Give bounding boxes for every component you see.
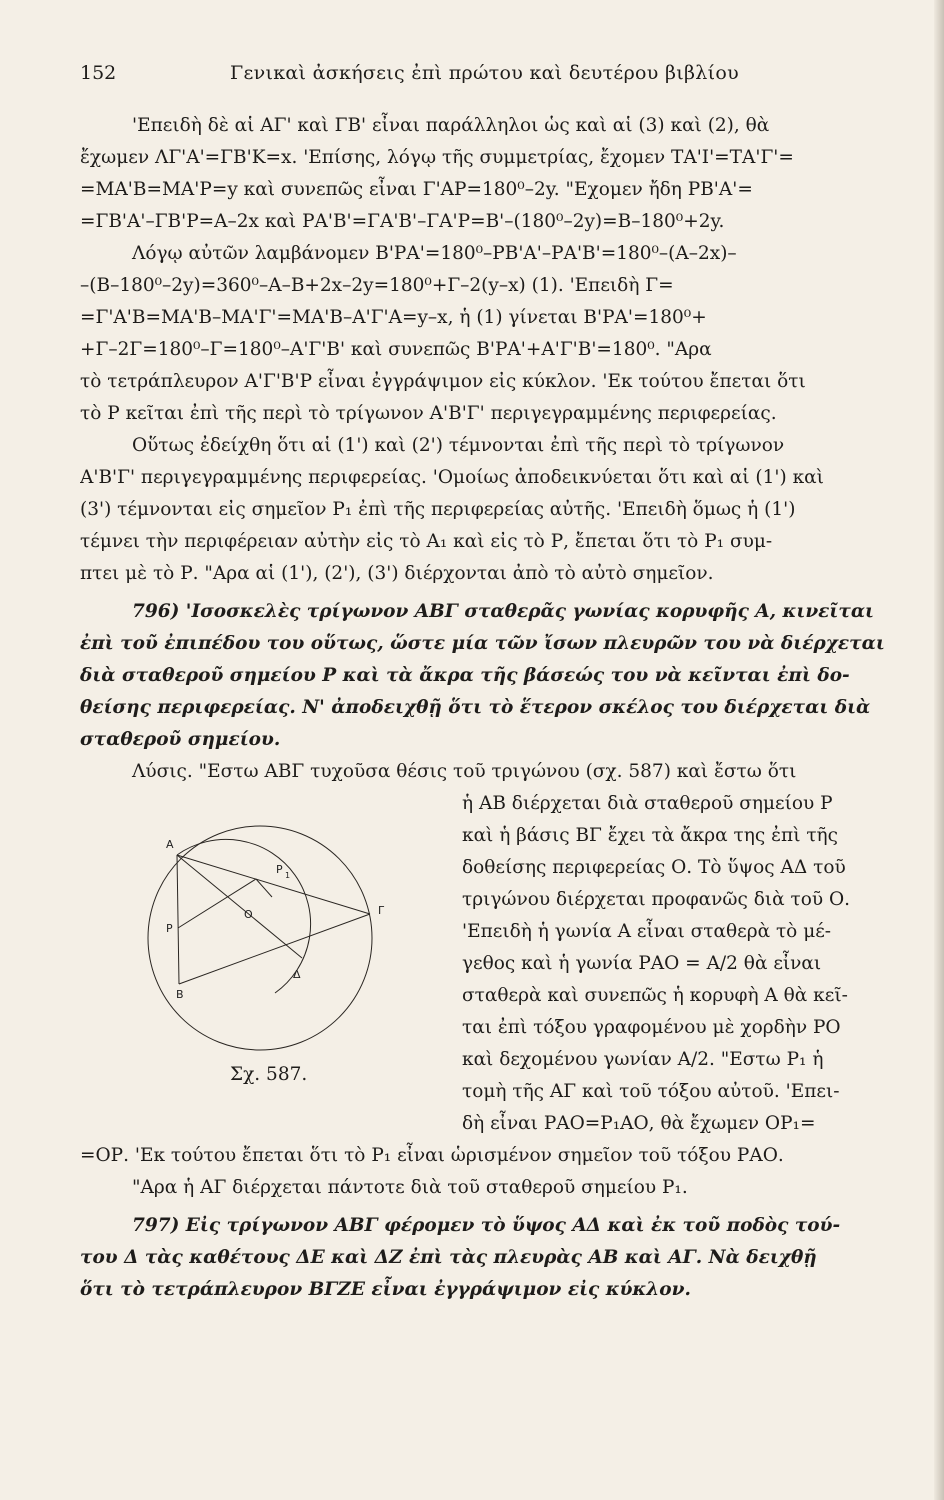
text-line: τέμνει τὴν περιφέρειαν αὐτὴν εἰς τὸ Α₁ καὶ εἰς τὸ Ρ, ἔπεται ὅτι τὸ Ρ₁ συμ- (80, 531, 773, 552)
figure-caption: Σχ. 587. (230, 1064, 308, 1085)
problem-line: θείσης περιφερείας. Ν' ἀποδειχθῇ ὅτι τὸ ἕτερον σκέλος του διέρχεται διὰ (80, 697, 871, 718)
given-circle (148, 826, 372, 1050)
problem-line: ἐπὶ τοῦ ἐπιπέδου του οὕτως, ὥστε μία τῶν ἴσων πλευρῶν του νὰ διέρχεται (80, 633, 885, 654)
running-title: Γενικαὶ ἀσκήσεις ἐπὶ πρώτου καὶ δευτέρου βιβλίου (230, 62, 739, 84)
solution-first-line: Λύσις. "Εστω ΑΒΓ τυχοῦσα θέσις τοῦ τριγώνου (σχ. 587) καὶ ἔστω ὅτι (132, 761, 797, 782)
text-line: =ΟΡ. 'Εκ τούτου ἔπεται ὅτι τὸ Ρ₁ εἶναι ὡρισμένον σημεῖον τοῦ τόξου ΡΑΟ. (80, 1145, 784, 1166)
geometry-figure (80, 788, 460, 1058)
text-line: τριγώνου διέρχεται προφανῶς διὰ τοῦ Ο. (462, 889, 851, 910)
label-A: Α (166, 838, 174, 851)
text-line: γεθος καὶ ἡ γωνία ΡΑΟ = Α/2 θὰ εἶναι (462, 953, 822, 974)
text-line: =ΓΒ'Α'–ΓΒ'Ρ=Α–2x καὶ ΡΑ'Β'=ΓΑ'Β'–ΓΑ'Ρ=Β'–(180⁰–2y)=Β–180⁰+2y. (80, 211, 725, 232)
text-line: σταθερὰ καὶ συνεπῶς ἡ κορυφὴ Α θὰ κεῖ- (462, 985, 848, 1006)
paragraph-3 (80, 430, 900, 590)
text-line: 'Επειδὴ δὲ αἱ ΑΓ' καὶ ΓΒ' εἶναι παράλληλοι ὡς καὶ αἱ (3) καὶ (2), θὰ (132, 115, 770, 136)
label-D: Δ (293, 968, 301, 981)
problem-line: σταθεροῦ σημείου. (80, 729, 281, 750)
text-line: τὸ Ρ κεῖται ἐπὶ τῆς περὶ τὸ τρίγωνον Α'Β'Γ' περιγεγραμμένης περιφερείας. (80, 403, 777, 424)
label-O: Ο (244, 908, 253, 921)
label-P: Ρ (166, 922, 173, 935)
solution-side-text (462, 788, 902, 1108)
page-header (80, 62, 900, 92)
base-BG (179, 914, 370, 984)
problem-line: διὰ σταθεροῦ σημείου Ρ καὶ τὰ ἄκρα τῆς βάσεώς του νὰ κεῖνται ἐπὶ δο- (80, 665, 850, 686)
text-line: (3') τέμνονται εἰς σημεῖον Ρ₁ ἐπὶ τῆς περιφερείας αὐτῆς. 'Επειδὴ ὅμως ἡ (1') (80, 499, 796, 520)
paragraph-2 (80, 238, 900, 430)
text-line: Α'Β'Γ' περιγεγραμμένης περιφερείας. 'Ομοίως ἀποδεικνύεται ὅτι καὶ αἱ (1') καὶ (80, 467, 824, 488)
text-line: δὴ εἶναι ΡΑΟ=Ρ₁ΑΟ, θὰ ἔχωμεν ΟΡ₁= (462, 1113, 816, 1134)
text-line: =ΜΑ'Β=ΜΑ'Ρ=y καὶ συνεπῶς εἶναι Γ'ΑΡ=180⁰–2y. "Εχομεν ἤδη ΡΒ'Α'= (80, 179, 753, 200)
label-B: Β (176, 988, 184, 1001)
text-line: ται ἐπὶ τόξου γραφομένου μὲ χορδὴν ΡΟ (462, 1017, 841, 1038)
text-line: τομὴ τῆς ΑΓ καὶ τοῦ τόξου αὐτοῦ. 'Επει- (462, 1081, 840, 1102)
text-line: δοθείσης περιφερείας Ο. Τὸ ὕψος ΑΔ τοῦ (462, 857, 846, 878)
label-P1-subscript: 1 (285, 871, 291, 880)
side-AB (177, 855, 179, 984)
page-edge-shadow (934, 0, 944, 1500)
text-line: –(Β–180⁰–2y)=360⁰–Α–Β+2x–2y=180⁰+Γ–2(y–x) (1). 'Επειδὴ Γ= (80, 275, 674, 296)
problem-line: του Δ τὰς καθέτους ΔΕ καὶ ΔΖ ἐπὶ τὰς πλευρὰς ΑΒ καὶ ΑΓ. Νὰ δειχθῇ (80, 1247, 817, 1268)
figure-587 (80, 788, 460, 1108)
page-body (80, 110, 900, 1306)
text-line: καὶ δεχομένου γωνίαν Α/2. "Εστω Ρ₁ ἡ (462, 1049, 824, 1070)
problem-line: 796) 'Ισοσκελὲς τρίγωνον ΑΒΓ σταθερᾶς γωνίας κορυφῆς Α, κινεῖται (132, 601, 875, 622)
text-line: καὶ ἡ βάσις ΒΓ ἔχει τὰ ἄκρα της ἐπὶ τῆς (462, 825, 839, 846)
label-G: Γ (378, 904, 385, 917)
problem-797 (80, 1210, 900, 1306)
text-line: =Γ'Α'Β=ΜΑ'Β–ΜΑ'Γ'=ΜΑ'Β–Α'Γ'Α=y–x, ἡ (1) γίνεται Β'ΡΑ'=180⁰+ (80, 307, 707, 328)
text-line: Οὕτως ἐδείχθη ὅτι αἱ (1') καὶ (2') τέμνονται ἐπὶ τῆς περὶ τὸ τρίγωνον (132, 435, 785, 456)
text-line: "Αρα ἡ ΑΓ διέρχεται πάντοτε διὰ τοῦ σταθεροῦ σημείου Ρ₁. (132, 1177, 688, 1198)
text-line: τὸ τετράπλευρον Α'Γ'Β'Ρ εἶναι ἐγγράψιμον εἰς κύκλον. 'Εκ τούτου ἔπεται ὅτι (80, 371, 806, 392)
problem-line: ὅτι τὸ τετράπλευρον ΒΓΖΕ εἶναι ἐγγράψιμον εἰς κύκλον. (80, 1279, 691, 1300)
text-line: ἡ ΑΒ διέρχεται διὰ σταθεροῦ σημείου Ρ (462, 793, 833, 814)
paragraph-1 (80, 110, 900, 238)
label-P1: Ρ (276, 863, 283, 876)
text-line: +Γ–2Γ=180⁰–Γ=180⁰–Α'Γ'Β' καὶ συνεπῶς Β'ΡΑ'+Α'Γ'Β'=180⁰. "Αρα (80, 339, 712, 360)
text-line: 'Επειδὴ ἡ γωνία Α εἶναι σταθερὰ τὸ μέ- (462, 921, 832, 942)
solution-with-figure (80, 788, 900, 1108)
text-line: Λόγῳ αὐτῶν λαμβάνομεν Β'ΡΑ'=180⁰–ΡΒ'Α'–ΡΑ'Β'=180⁰–(Α–2x)– (132, 243, 737, 264)
text-line: πτει μὲ τὸ Ρ. "Αρα αἱ (1'), (2'), (3') διέρχονται ἀπὸ τὸ αὐτὸ σημεῖον. (80, 563, 714, 584)
side-AG (177, 855, 370, 914)
text-line: ἔχωμεν ΛΓ'Α'=ΓΒ'Κ=x. 'Επίσης, λόγῳ τῆς συμμετρίας, ἔχομεν ΤΑ'Ι'=ΤΑ'Γ'= (80, 147, 794, 168)
problem-796 (80, 596, 900, 756)
page-number: 152 (80, 62, 117, 84)
altitude-AD (177, 855, 302, 958)
problem-line: 797) Εἰς τρίγωνον ΑΒΓ φέρομεν τὸ ὕψος ΑΔ καὶ ἐκ τοῦ ποδὸς τού- (132, 1215, 841, 1236)
